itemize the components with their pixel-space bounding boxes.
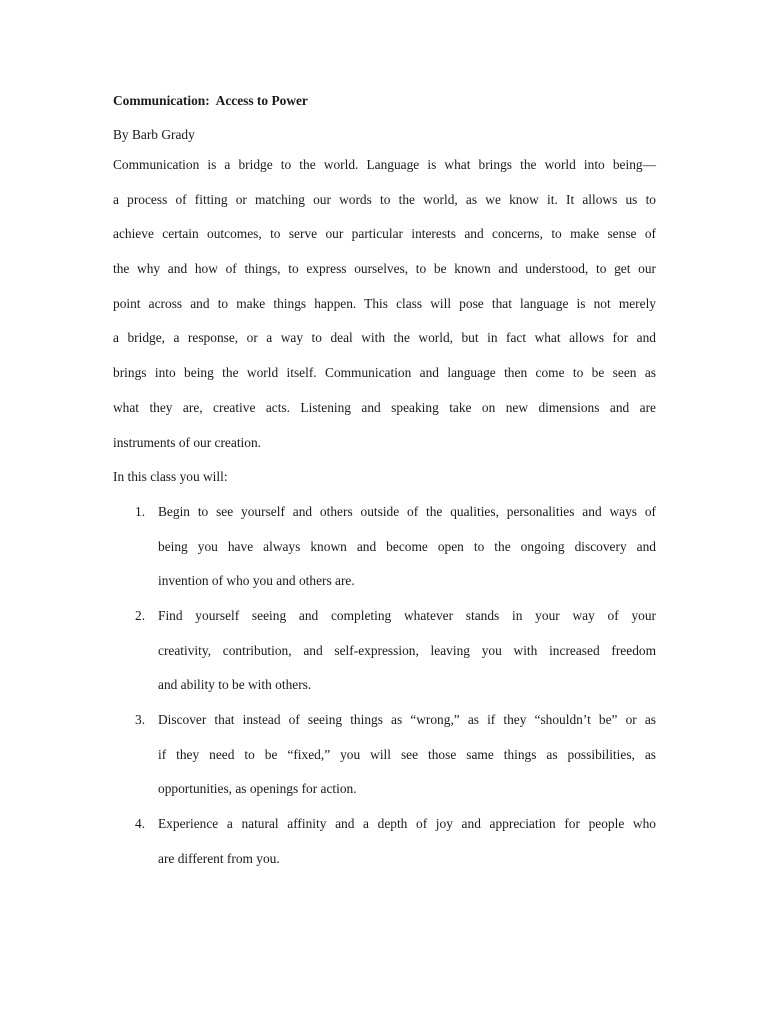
document-page (113, 88, 656, 876)
list-item-number: 3. (135, 712, 146, 727)
list-item-line: invention of who you and others are. (158, 573, 355, 589)
paragraph-line: point across and to make things happen. This class will pose that language is not merely (113, 295, 656, 311)
paragraph-line: what they are, creative acts. Listening and speaking take on new dimensions and are (113, 399, 656, 415)
paragraph-line: brings into being the world itself. Communication and language then come to be seen as (113, 365, 656, 381)
list-item-line: and ability to be with others. (158, 677, 312, 693)
list-item-line: are different from you. (158, 850, 280, 866)
list-intro: In this class you will: (113, 469, 228, 485)
document-title: Communication: Access to Power (113, 93, 308, 108)
paragraph-line: Communication is a bridge to the world. Language is what brings the world into being— (113, 157, 656, 172)
list-item (113, 807, 656, 876)
paragraph-line: the why and how of things, to express ourselves, to be known and understood, to get our (113, 261, 656, 277)
list-item-line: if they need to be “fixed,” you will see those same things as possibilities, as (158, 746, 656, 762)
list-item-line: being you have always known and become open to the ongoing discovery and (158, 538, 656, 554)
list-item (113, 495, 656, 599)
list-item-line: Discover that instead of seeing things as “wrong,” as if they “shouldn’t be” or as (158, 712, 656, 727)
paragraph-line: instruments of our creation. (113, 434, 262, 450)
list-item-number: 4. (135, 816, 146, 832)
list-item-line: opportunities, as openings for action. (158, 781, 357, 797)
list-item (113, 599, 656, 703)
paragraph-line: a bridge, a response, or a way to deal with the world, but in fact what allows for and (113, 330, 656, 346)
paragraph-line: achieve certain outcomes, to serve our particular interests and concerns, to make sense of (113, 226, 656, 242)
paragraph-line: a process of fitting or matching our words to the world, as we know it. It allows us to (113, 191, 656, 207)
intro-paragraph (113, 148, 656, 460)
list-item-line: Find yourself seeing and completing whatever stands in your way of your (158, 607, 656, 623)
list-item-number: 1. (135, 503, 146, 519)
list-item-line: Begin to see yourself and others outside of the qualities, personalities and ways of (158, 503, 656, 519)
list-item-line: Experience a natural affinity and a depth of joy and appreciation for people who (158, 816, 656, 832)
list-item-number: 2. (135, 607, 146, 623)
numbered-list (113, 495, 656, 877)
list-item (113, 703, 656, 807)
document-author: By Barb Grady (113, 127, 195, 142)
list-item-line: creativity, contribution, and self-expression, leaving you with increased freedom (158, 642, 656, 658)
